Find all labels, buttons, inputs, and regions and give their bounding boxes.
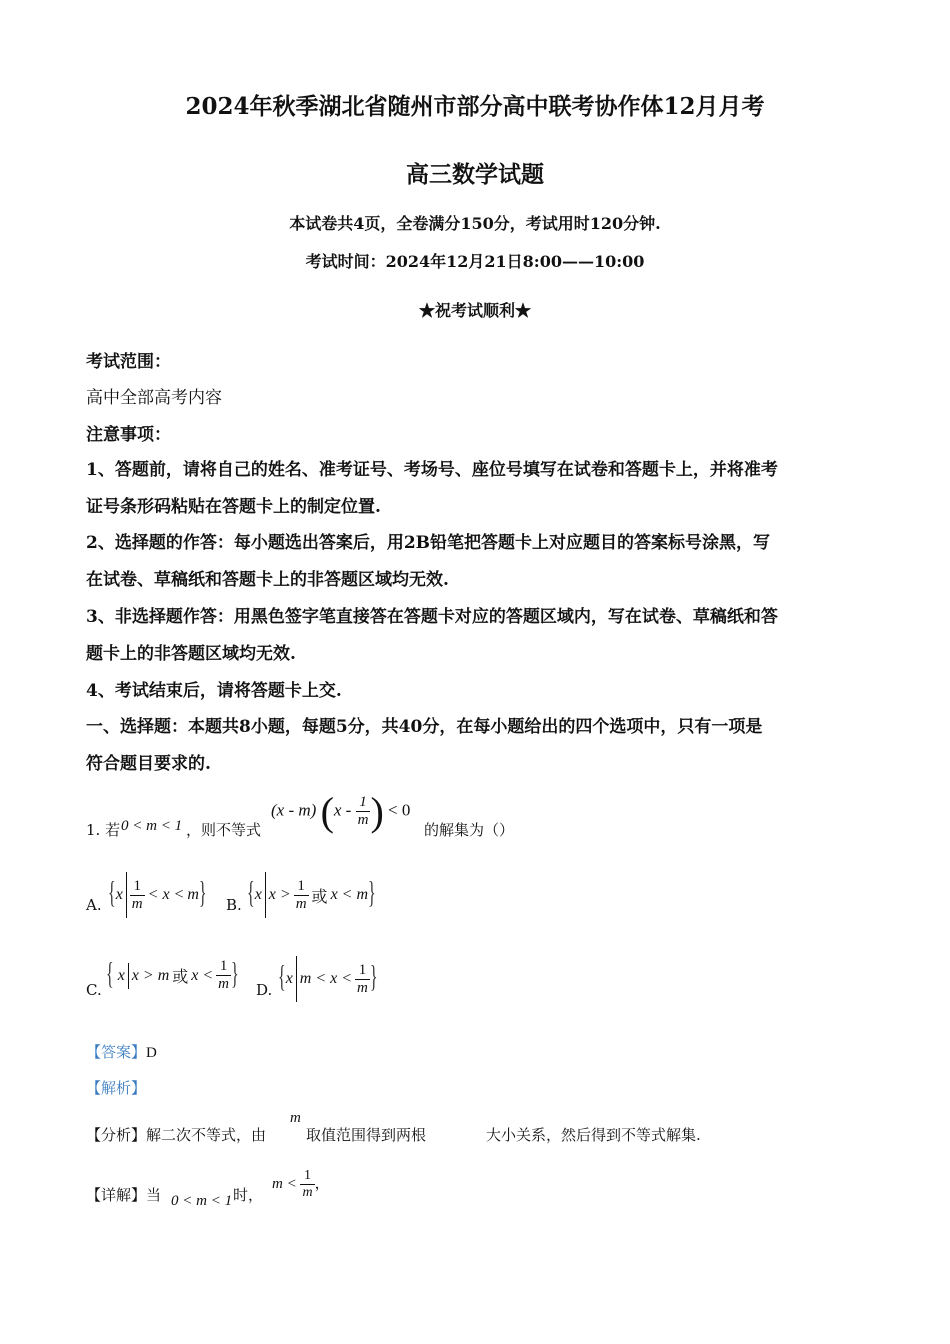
- option-c-label: C.: [86, 981, 102, 999]
- good-luck: ★祝考试顺利★: [418, 301, 531, 320]
- xiangjie-text-2: 时，: [233, 1186, 264, 1204]
- paper-title: 2024年秋季湖北省随州市部分高中联考协作体12月月考: [185, 93, 765, 120]
- ineq-frac-den: m: [357, 812, 369, 828]
- paper-subtitle: 高三数学试题: [406, 161, 544, 188]
- option-c-set: { x x > m 或 x < $\frac{1}{m}$ }: [106, 958, 239, 992]
- xiangjie-text-1: 当: [146, 1186, 162, 1204]
- answer-label: 【答案】: [86, 1043, 147, 1061]
- option-d-ineq: m < x <: [299, 970, 353, 987]
- xiangjie-num: 1: [304, 1168, 312, 1183]
- paper-info: 本试卷共4页，全卷满分150分，考试用时120分钟.: [289, 214, 661, 233]
- fenxi-text-3: 大小关系，然后得到不等式解集.: [486, 1126, 701, 1144]
- option-c-den: m: [218, 976, 230, 992]
- option-c-or: 或: [172, 967, 189, 986]
- option-b-label: B.: [226, 896, 242, 914]
- ineq-lt-zero: < 0: [388, 800, 411, 820]
- fenxi-line: [86, 1124, 266, 1145]
- question-1-mid: ，则不等式: [186, 821, 262, 839]
- question-1-condition: 0 < m < 1: [121, 818, 183, 834]
- option-a-num: 1: [133, 877, 141, 894]
- question-1-prefix: 1. 若: [86, 821, 121, 839]
- ineq-x: x -: [333, 800, 352, 820]
- xiangjie-den: m: [302, 1185, 313, 1200]
- option-a-den: m: [131, 895, 143, 912]
- option-b-gt: x >: [268, 886, 291, 903]
- xiangjie-line: [86, 1184, 161, 1205]
- xiangjie-comma: ，: [314, 1173, 330, 1192]
- note-4: 4、考试结束后，请将答题卡上交.: [86, 681, 342, 701]
- section-1-line-1: 一、选择题：本题共8小题，每题5分，共40分，在每小题给出的四个选项中，只有一项是: [86, 717, 763, 737]
- option-b-or: 或: [311, 886, 328, 906]
- option-c-x-gt-m: x > m: [131, 966, 170, 984]
- xiangjie-label: 【详解】: [86, 1186, 147, 1204]
- question-1-inequality: (x - m) (x - $\frac{1}{m}$ ) < 0: [271, 789, 411, 834]
- ineq-frac-num: 1: [359, 794, 367, 810]
- xiangjie-m-lt: m <: [272, 1175, 297, 1192]
- analysis-label: 【解析】: [86, 1079, 147, 1097]
- option-c-x: x: [117, 966, 125, 984]
- note-2-line-2: 在试卷、草稿纸和答题卡上的非答题区域均无效.: [86, 570, 449, 590]
- option-b-x-lt-m: x < m: [330, 886, 369, 903]
- ineq-left-factor: (x - m): [271, 800, 317, 820]
- option-d-set: { x m < x < $\frac{1}{m}$ }: [278, 956, 378, 1002]
- notes-label: 注意事项：: [86, 425, 171, 445]
- option-a-label: A.: [86, 896, 102, 914]
- option-b-num: 1: [297, 877, 305, 894]
- section-1-line-2: 符合题目要求的.: [86, 754, 211, 774]
- scope-text: 高中全部高考内容: [86, 388, 222, 408]
- note-3-line-1: 3、非选择题作答：用黑色签字笔直接答在答题卡对应的答题区域内，写在试卷、草稿纸和答: [86, 607, 778, 627]
- option-b-den: m: [295, 895, 307, 912]
- option-d-label: D.: [256, 981, 273, 999]
- fenxi-m: m: [290, 1110, 301, 1126]
- answer-line: [86, 1041, 157, 1062]
- option-a-x: x: [115, 886, 123, 903]
- answer-value: D: [146, 1045, 157, 1061]
- scope-label: 考试范围：: [86, 352, 171, 372]
- option-c-num: 1: [219, 958, 228, 974]
- option-d-x: x: [285, 970, 293, 987]
- option-b-x: x: [254, 886, 262, 903]
- option-a-m: m: [187, 886, 199, 903]
- fenxi-text-2: 取值范围得到两根: [306, 1126, 427, 1144]
- option-c-x-lt: x <: [191, 966, 214, 984]
- note-3-line-2: 题卡上的非答题区域均无效.: [86, 644, 296, 664]
- fenxi-label: 【分析】: [86, 1126, 147, 1144]
- option-d-den: m: [357, 979, 368, 996]
- note-1-line-2: 证号条形码粘贴在答题卡上的制定位置.: [86, 497, 381, 517]
- fenxi-text-1: 解二次不等式，由: [146, 1126, 267, 1144]
- xiangjie-condition: 0 < m < 1: [171, 1193, 233, 1209]
- option-a-ineq: < x <: [147, 886, 185, 903]
- note-2-line-1: 2、选择题的作答：每小题选出答案后，用2B铅笔把答题卡上对应题目的答案标号涂黑，写: [86, 533, 771, 553]
- option-a-set: { x $\frac{1}{m}$ < x < m }: [108, 872, 207, 918]
- exam-time: 考试时间：2024年12月21日8:00——10:00: [305, 252, 645, 271]
- note-1-line-1: 1、答题前，请将自己的姓名、准考证号、考场号、座位号填写在试卷和答题卡上，并将准考: [86, 460, 778, 480]
- option-b-set: { x x > $\frac{1}{m}$ 或 x < m }: [247, 872, 376, 918]
- question-1-suffix: 的解集为（）: [424, 821, 515, 839]
- option-d-num: 1: [358, 961, 367, 978]
- xiangjie-expr: [272, 1168, 330, 1201]
